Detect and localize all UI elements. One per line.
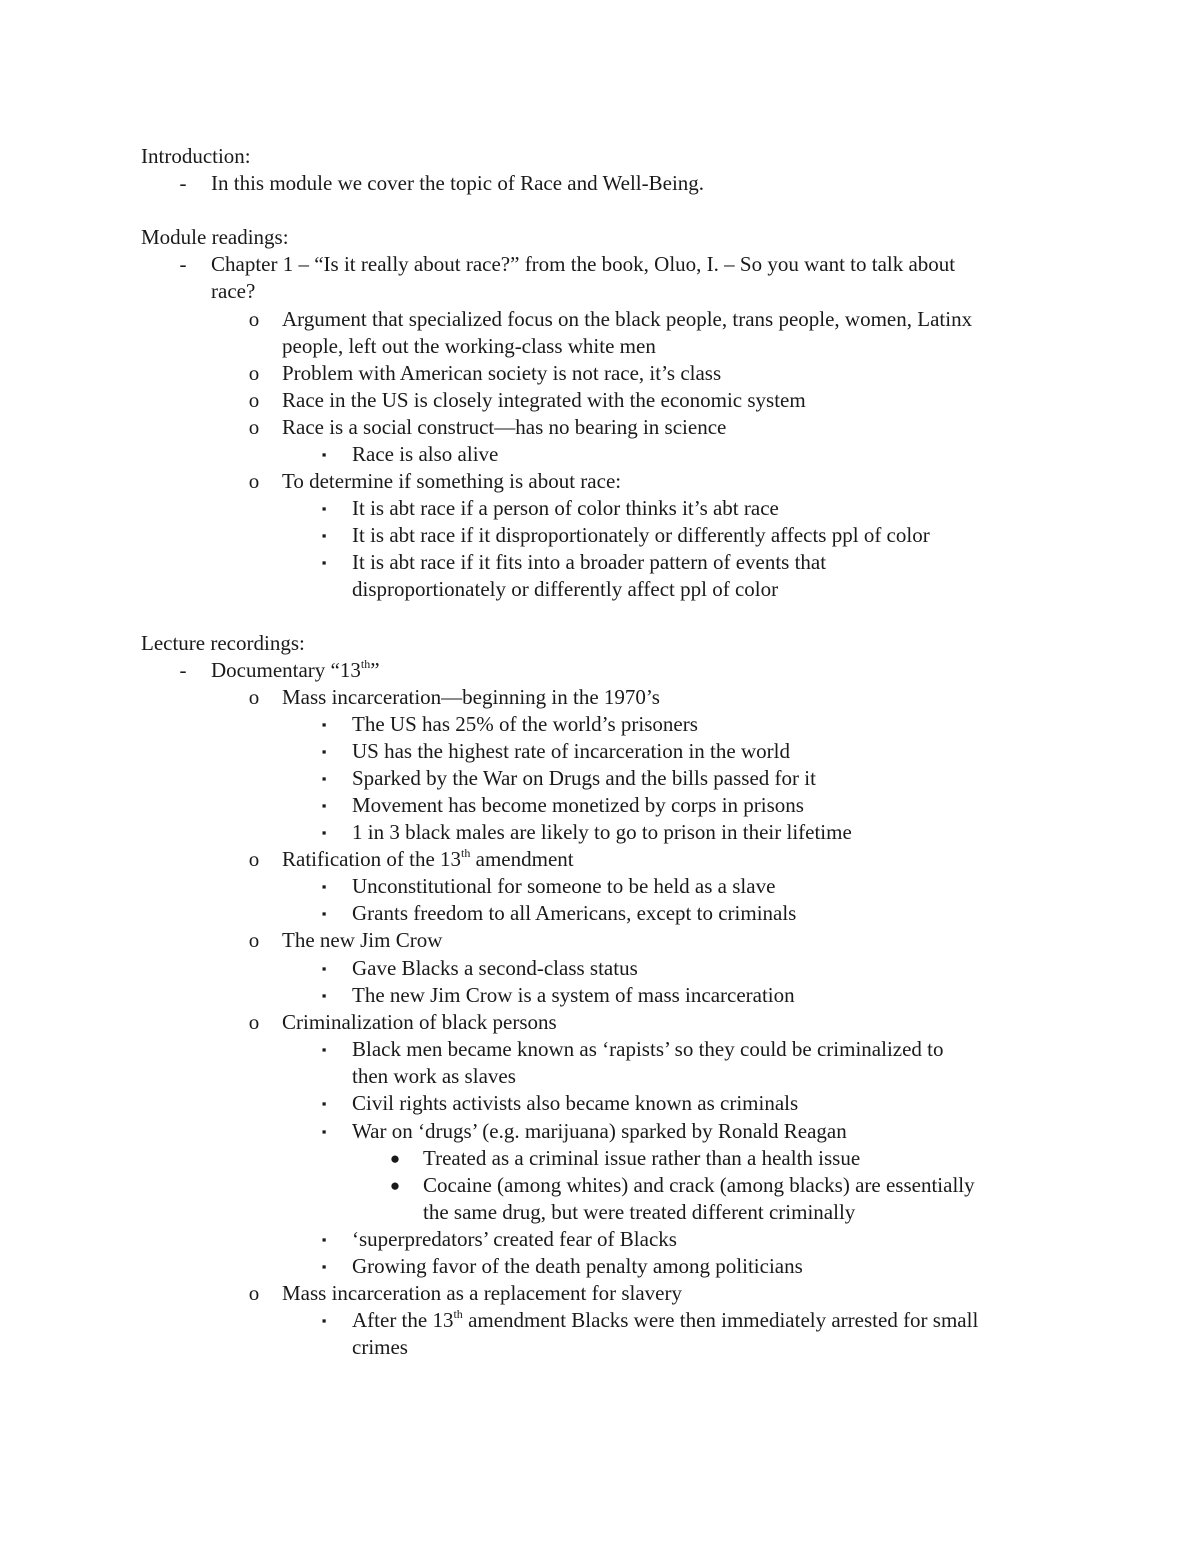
- dash-bullet: -: [179, 171, 187, 195]
- square-bullet: ▪: [321, 717, 327, 732]
- square-bullet: ▪: [321, 1042, 327, 1057]
- dot-bullet: ●: [389, 1149, 401, 1168]
- square-bullet: ▪: [321, 879, 327, 894]
- list-item: ▪ Grants freedom to all Americans, except to criminals: [352, 900, 1070, 927]
- square-bullet: ▪: [321, 501, 327, 516]
- list-item: ▪ It is abt race if a person of color thinks it’s abt race: [352, 495, 1070, 522]
- list-item: ▪ Civil rights activists also became known as criminals: [352, 1090, 1070, 1117]
- list-item: o To determine if something is about race:: [282, 468, 1070, 495]
- square-bullet: ▪: [321, 528, 327, 543]
- circle-bullet: o: [248, 361, 260, 385]
- list-item: ▪ Gave Blacks a second-class status: [352, 955, 1070, 982]
- introduction-heading: Introduction:: [141, 144, 251, 168]
- square-bullet: ▪: [321, 771, 327, 786]
- list-item: ▪ Black men became known as ‘rapists’ so they could be criminalized to then work as slaves: [352, 1036, 1070, 1090]
- list-item: o Race in the US is closely integrated with the economic system: [282, 387, 1070, 414]
- list-item: ▪ The new Jim Crow is a system of mass incarceration: [352, 982, 1070, 1009]
- square-bullet: ▪: [321, 825, 327, 840]
- circle-bullet: o: [248, 469, 260, 493]
- square-bullet: ▪: [321, 1096, 327, 1111]
- list-item: ▪ The US has 25% of the world’s prisoners: [352, 711, 1070, 738]
- list-item: ▪ It is abt race if it disproportionately or differently affects ppl of color: [352, 522, 1070, 549]
- list-item: ▪ Growing favor of the death penalty among politicians: [352, 1253, 1070, 1280]
- circle-bullet: o: [248, 307, 260, 331]
- circle-bullet: o: [248, 928, 260, 952]
- list-item: ▪ Movement has become monetized by corps in prisons: [352, 792, 1070, 819]
- list-item: o Argument that specialized focus on the black people, trans people, women, Latinx people, left out the working-class white men: [282, 306, 1070, 360]
- list-item: ● Treated as a criminal issue rather than a health issue: [423, 1145, 1070, 1172]
- list-item: ▪ War on ‘drugs’ (e.g. marijuana) sparked by Ronald Reagan: [352, 1118, 1070, 1145]
- circle-bullet: o: [248, 415, 260, 439]
- square-bullet: ▪: [321, 961, 327, 976]
- lecture-recordings-heading: Lecture recordings:: [141, 631, 305, 655]
- list-item: o Problem with American society is not race, it’s class: [282, 360, 1070, 387]
- square-bullet: ▪: [321, 1313, 327, 1328]
- list-item: o Mass incarceration—beginning in the 1970’s: [282, 684, 1070, 711]
- list-item: o Criminalization of black persons: [282, 1009, 1070, 1036]
- square-bullet: ▪: [321, 1259, 327, 1274]
- list-item: - Chapter 1 – “Is it really about race?” from the book, Oluo, I. – So you want to talk about race?: [211, 251, 1070, 305]
- list-item: ▪ Sparked by the War on Drugs and the bills passed for it: [352, 765, 1070, 792]
- circle-bullet: o: [248, 388, 260, 412]
- list-item: o Mass incarceration as a replacement for slavery: [282, 1280, 1070, 1307]
- list-item: ▪ 1 in 3 black males are likely to go to prison in their lifetime: [352, 819, 1070, 846]
- list-item: ▪ It is abt race if it fits into a broader pattern of events that disproportionately or differently affect ppl of color: [352, 549, 1070, 603]
- circle-bullet: o: [248, 847, 260, 871]
- list-item: - In this module we cover the topic of Race and Well-Being.: [211, 170, 1070, 197]
- square-bullet: ▪: [321, 798, 327, 813]
- dash-bullet: -: [179, 252, 187, 276]
- list-item: o The new Jim Crow: [282, 927, 1070, 954]
- square-bullet: ▪: [321, 988, 327, 1003]
- list-item: ▪ Unconstitutional for someone to be held as a slave: [352, 873, 1070, 900]
- circle-bullet: o: [248, 1010, 260, 1034]
- list-item: - Documentary “13th”: [211, 657, 1070, 684]
- list-item: o Ratification of the 13th amendment: [282, 846, 1070, 873]
- list-item: ▪ After the 13th amendment Blacks were then immediately arrested for small crimes: [352, 1307, 1070, 1361]
- square-bullet: ▪: [321, 906, 327, 921]
- list-item: ● Cocaine (among whites) and crack (among blacks) are essentially the same drug, but were treated different criminally: [423, 1172, 1070, 1226]
- square-bullet: ▪: [321, 1232, 327, 1247]
- list-item: ▪ Race is also alive: [352, 441, 1070, 468]
- dash-bullet: -: [179, 658, 187, 682]
- list-item: ▪ ‘superpredators’ created fear of Blacks: [352, 1226, 1070, 1253]
- dot-bullet: ●: [389, 1176, 401, 1195]
- list-item: ▪ US has the highest rate of incarceration in the world: [352, 738, 1070, 765]
- square-bullet: ▪: [321, 744, 327, 759]
- list-item: o Race is a social construct—has no bearing in science: [282, 414, 1070, 441]
- square-bullet: ▪: [321, 1124, 327, 1139]
- square-bullet: ▪: [321, 447, 327, 462]
- circle-bullet: o: [248, 1281, 260, 1305]
- module-readings-heading: Module readings:: [141, 225, 289, 249]
- square-bullet: ▪: [321, 555, 327, 570]
- circle-bullet: o: [248, 685, 260, 709]
